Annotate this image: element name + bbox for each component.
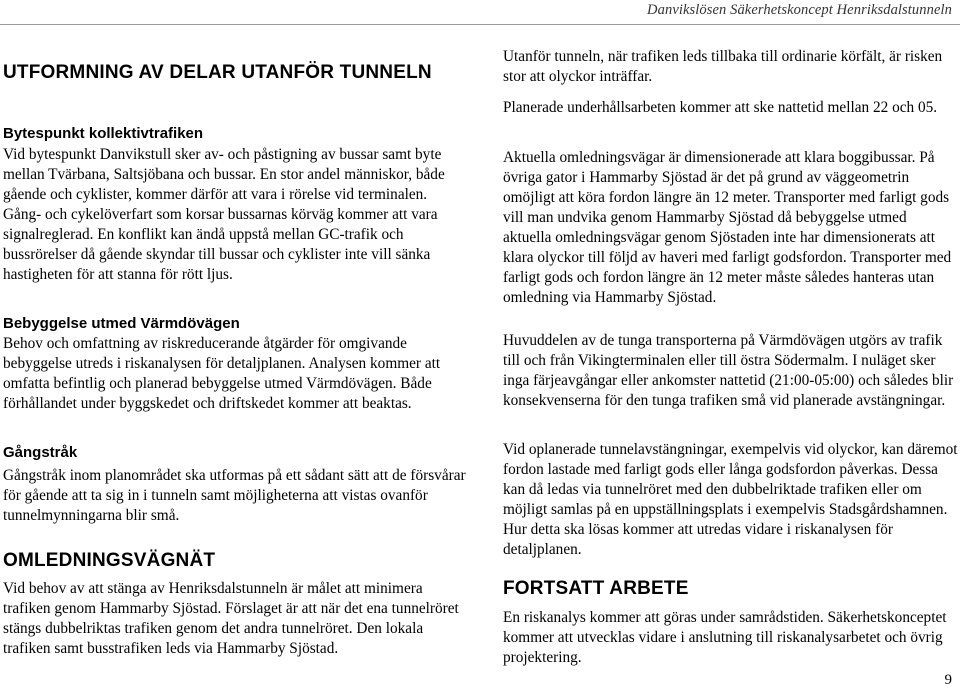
subheading-gangstrak: Gångstråk [3, 444, 78, 461]
paragraph-underhallsarbeten: Planerade underhållsarbeten kommer att ske nattetid mellan 22 och 05. [503, 99, 938, 116]
paragraph-bytespunkt: Vid bytespunkt Danvikstull sker av- och påstigning av bussar samt byte mellan Tvärbana, Saltsjöbana och bussar. En stor andel människor, både gående och cyklister, kommer därför att vara i rörelse vid terminalen. Gång- och cykelöverfart som korsar bussarnas körväg kommer att vara signalreglerad. En konflikt kan ändå uppstå mellan GC-trafik och bussrörelser då gående skyndar till bussar och cyklister inte vill sänka hastigheten för att stanna för rött ljus. [3, 146, 445, 283]
subheading-bytespunkt: Bytespunkt kollektivtrafiken [3, 125, 204, 142]
page-number: 9 [944, 672, 952, 688]
running-header: Danvikslösen Säkerhetskoncept Henriksdalstunneln [647, 2, 952, 18]
paragraph-utanfor-tunneln: Utanför tunneln, när trafiken leds tillbaka till ordinarie körfält, är risken stor att olyckor inträffar. [503, 48, 943, 85]
paragraph-oplanerade-avstangningar: Vid oplanerade tunnelavstängningar, exempelvis vid olyckor, kan däremot fordon lastade med farligt gods eller långa godsfordon påverkas. Dessa kan då ledas via tunnelröret med den dubbelriktade trafiken eller om möjligt samlas på en uppställningsplats i exempelvis Stadsgårdshamnen. Hur detta ska lösas kommer att utredas vidare i riskanalysen för detaljplanen. [503, 441, 958, 558]
header-rule [0, 24, 960, 25]
paragraph-omledningsvagnat: Vid behov av att stänga av Henriksdalstunneln är målet att minimera trafiken genom Hammarby Sjöstad. Förslaget är att när det ena tunnelröret stängs dubbelriktas trafiken genom det andra tunnelröret. Den lokala trafiken samt busstrafiken leds via Hammarby Sjöstad. [3, 580, 459, 657]
paragraph-fortsatt-arbete: En riskanalys kommer att göras under samrådstiden. Säkerhetskonceptet kommer att utvecklas vidare i anslutning till riskanalysarbetet och övrig projektering. [503, 609, 947, 666]
paragraph-omledningsvagar: Aktuella omledningsvägar är dimensionerade att klara boggibussar. På övriga gator i Hammarby Sjöstad är det på grund av väggeometrin omöjligt att köra fordon längre än 12 meter. Transporter med farligt gods vill man undvika genom Hammarby Sjöstad då bebyggelse utmed aktuella omledningsvägar genom Sjöstaden inte har dimensionerats att klara olyckor till följd av haveri med farligt godsfordon. Transporter med farligt gods och fordon längre än 12 meter måste således hanteras utan omledning via Hammarby Sjöstad. [503, 149, 952, 306]
paragraph-bebyggelse: Behov och omfattning av riskreducerande åtgärder för omgivande bebyggelse utreds i riskanalysen för detaljplanen. Analysen kommer att omfatta befintlig och planerad bebyggelse utmed Värmdövägen. Både förhållandet under byggskedet och driftskedet kommer att beaktas. [3, 335, 441, 412]
section-heading-omledningsvagnat: OMLEDNINGSVÄGNÄT [3, 550, 216, 571]
subheading-bebyggelse: Bebyggelse utmed Värmdövägen [3, 315, 240, 332]
section-heading-fortsatt-arbete: FORTSATT ARBETE [503, 578, 689, 599]
section-heading-utformning: UTFORMNING AV DELAR UTANFÖR TUNNELN [3, 62, 432, 83]
paragraph-tunga-transporter: Huvuddelen av de tunga transporterna på Värmdövägen utgörs av trafik till och från Vikingterminalen eller till östra Södermalm. I nuläget sker inga färjeavgångar eller ankomster nattetid (21:00-05:00) och således blir konsekvenserna för den tunga trafiken små vid planerade avstängningar. [503, 332, 954, 409]
paragraph-gangstrak: Gångstråk inom planområdet ska utformas på ett sådant sätt att de försvårar för gående att ta sig in i tunneln samt möjligheterna att vistas ovanför tunnelmynningarna blir små. [3, 467, 466, 524]
